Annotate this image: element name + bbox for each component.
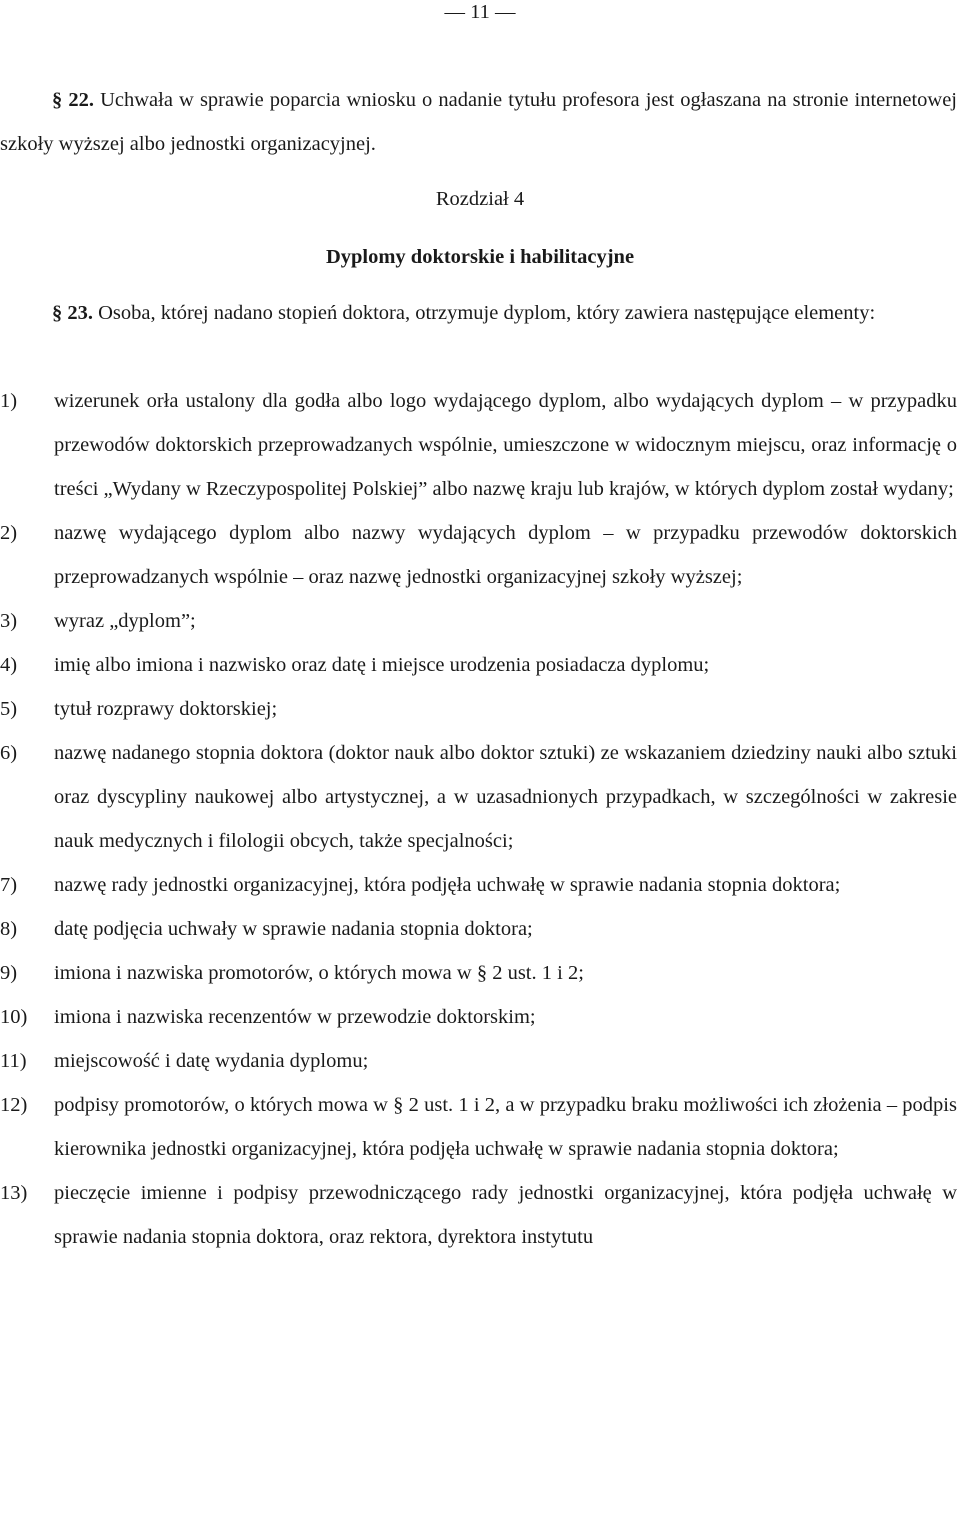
- list-item: [0, 599, 957, 643]
- list-item-number: 12): [0, 1094, 28, 1116]
- list-item-number: 6): [0, 742, 18, 764]
- list-item-number: 4): [0, 654, 18, 676]
- list-item: [0, 1039, 957, 1083]
- list-item-text: imiona i nazwiska recenzentów w przewodzie doktorskim;: [54, 1006, 536, 1028]
- list-item-number: 5): [0, 698, 18, 720]
- list-item: [0, 863, 957, 907]
- list-item-text: miejscowość i datę wydania dyplomu;: [54, 1050, 369, 1072]
- list-item-text: wyraz „dyplom”;: [54, 610, 196, 632]
- list-item-number: 9): [0, 962, 18, 984]
- list-item-text: nazwę rady jednostki organizacyjnej, która podjęła uchwałę w sprawie nadania stopnia doktora;: [54, 874, 841, 896]
- list-item-text: podpisy promotorów, o których mowa w § 2 ust. 1 i 2, a w przypadku braku możliwości ich złożenia – podpis kierownika jednostki organizacyjnej, która podjęła uchwałę w sprawie nadania stopnia doktora;: [54, 1094, 957, 1160]
- list-item-text: datę podjęcia uchwały w sprawie nadania stopnia doktora;: [54, 918, 533, 940]
- list-item-text: wizerunek orła ustalony dla godła albo logo wydającego dyplom, albo wydających dyplom – w przypadku przewodów doktorskich przeprowadzanych wspólnie, umieszczone w widocznym miejscu, oraz informację o treści „Wydany w Rzeczypospolitej Polskiej” albo nazwę kraju lub krajów, w których dyplom został wydany;: [54, 390, 957, 500]
- list-item: [0, 995, 957, 1039]
- list-item-text: nazwę nadanego stopnia doktora (doktor nauk albo doktor sztuki) ze wskazaniem dziedziny nauki albo sztuki oraz dyscypliny naukowej albo artystycznej, a w uzasadnionych przypadkach, w szczególności w zakresie nauk medycznych i filologii obcych, także specjalności;: [54, 742, 957, 852]
- list-item: [0, 1083, 957, 1171]
- list-item-number: 7): [0, 874, 18, 896]
- paragraph-23: [0, 291, 957, 335]
- list-item-number: 11): [0, 1050, 27, 1072]
- list-item-text: pieczęcie imienne i podpisy przewodniczącego rady jednostki organizacyjnej, która podjęła uchwałę w sprawie nadania stopnia doktora, oraz rektora, dyrektora instytutu: [54, 1182, 957, 1248]
- list-item-number: 1): [0, 390, 18, 412]
- list-item-text: tytuł rozprawy doktorskiej;: [54, 698, 278, 720]
- paragraph-23-text: Osoba, której nadano stopień doktora, otrzymuje dyplom, który zawiera następujące elementy:: [98, 302, 876, 324]
- list-item-number: 2): [0, 522, 18, 544]
- list-item-number: 13): [0, 1182, 28, 1204]
- list-item: [0, 511, 957, 599]
- page-number: — 11 —: [444, 1, 516, 23]
- list-item: [0, 907, 957, 951]
- chapter-title: Rozdział 4: [435, 188, 525, 210]
- list-item-number: 8): [0, 918, 18, 940]
- list-item-text: imiona i nazwiska promotorów, o których mowa w § 2 ust. 1 i 2;: [54, 962, 584, 984]
- list-item: [0, 379, 957, 511]
- list-item: [0, 687, 957, 731]
- list-item-number: 10): [0, 1006, 28, 1028]
- paragraph-23-number: § 23.: [52, 302, 93, 324]
- paragraph-22: [0, 78, 957, 166]
- chapter-subtitle: Dyplomy doktorskie i habilitacyjne: [325, 246, 635, 268]
- list-item: [0, 731, 957, 863]
- list-item: [0, 1171, 957, 1259]
- list-item-text: imię albo imiona i nazwisko oraz datę i miejsce urodzenia posiadacza dyplomu;: [54, 654, 710, 676]
- paragraph-22-number: § 22.: [52, 89, 94, 111]
- paragraph-22-text: Uchwała w sprawie poparcia wniosku o nadanie tytułu profesora jest ogłaszana na stronie internetowej szkoły wyższej albo jednostki organizacyjnej.: [0, 89, 957, 155]
- list-item: [0, 643, 957, 687]
- elements-list: [0, 379, 957, 1259]
- list-item: [0, 951, 957, 995]
- list-item-number: 3): [0, 610, 18, 632]
- list-item-text: nazwę wydającego dyplom albo nazwy wydających dyplom – w przypadku przewodów doktorskich przeprowadzanych wspólnie – oraz nazwę jednostki organizacyjnej szkoły wyższej;: [54, 522, 957, 588]
